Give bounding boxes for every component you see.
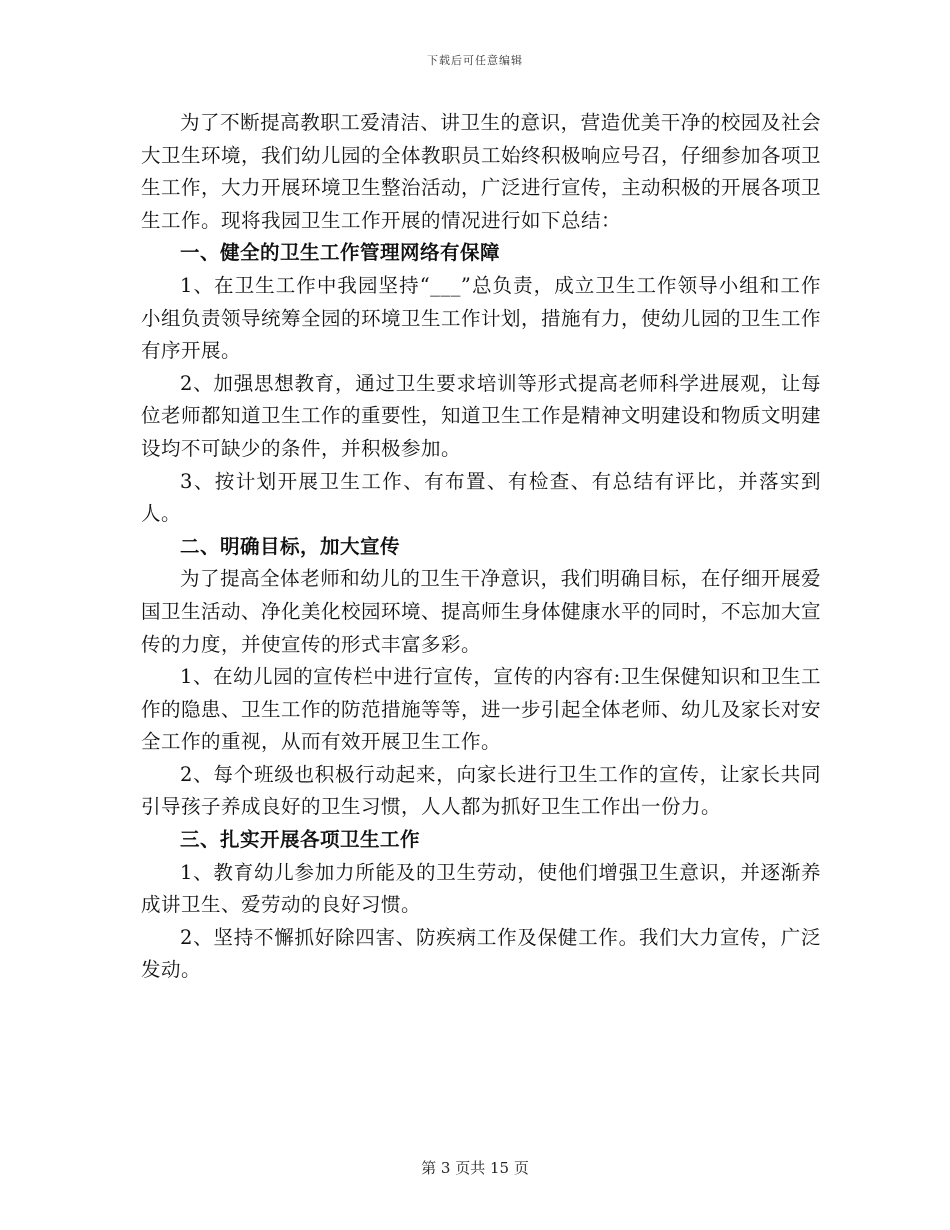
section-heading-2: 二、明确目标，加大宣传: [180, 534, 401, 558]
body-paragraph: 3、按计划开展卫生工作、有布置、有检查、有总结有评比，并落实到人。: [141, 469, 821, 526]
intro-paragraph: 为了不断提高教职工爱清洁、讲卫生的意识，营造优美干净的校园及社会大卫生环境，我们幼儿园的全体教职员工始终积极响应号召，仔细参加各项卫生工作，大力开展环境卫生整治活动，广泛进行宣传，主动积极的开展各项卫生工作。现将我园卫生工作开展的情况进行如下总结：: [141, 111, 822, 232]
page-number-footer: 第 3 页共 15 页: [421, 1159, 529, 1177]
body-paragraph: 1、教育幼儿参加力所能及的卫生劳动，使他们增强卫生意识，并逐渐养成讲卫生、爱劳动的良好习惯。: [141, 860, 821, 917]
body-paragraph: 2、每个班级也积极行动起来，向家长进行卫生工作的宣传，让家长共同引导孩子养成良好的卫生习惯，人人都为抓好卫生工作出一份力。: [141, 762, 821, 819]
body-paragraph: 1、在幼儿园的宣传栏中进行宣传，宣传的内容有:卫生保健知识和卫生工作的隐患、卫生工作的防范措施等等，进一步引起全体老师、幼儿及家长对安全工作的重视，从而有效开展卫生工作。: [141, 665, 822, 754]
section-heading-1: 一、健全的卫生工作管理网络有保障: [180, 241, 501, 265]
body-paragraph: 2、加强思想教育，通过卫生要求培训等形式提高老师科学进展观，让每位老师都知道卫生工作的重要性，知道卫生工作是精神文明建设和物质文明建设均不可缺少的条件，并积极参加。: [141, 371, 822, 460]
body-paragraph: 为了提高全体老师和幼儿的卫生干净意识，我们明确目标，在仔细开展爱国卫生活动、净化美化校园环境、提高师生身体健康水平的同时，不忘加大宣传的力度，并使宣传的形式丰富多彩。: [141, 567, 822, 656]
body-paragraph: 1、在卫生工作中我园坚持“___”总负责，成立卫生工作领导小组和工作小组负责领导统筹全园的环境卫生工作计划，措施有力，使幼儿园的卫生工作有序开展。: [141, 273, 822, 363]
section-heading-3: 三、扎实开展各项卫生工作: [180, 828, 421, 852]
body-paragraph: 2、坚持不懈抓好除四害、防疾病工作及保健工作。我们大力宣传，广泛发动。: [141, 925, 821, 982]
document-body: [141, 107, 821, 987]
page-header-note: 下载后可任意编辑: [427, 54, 523, 67]
